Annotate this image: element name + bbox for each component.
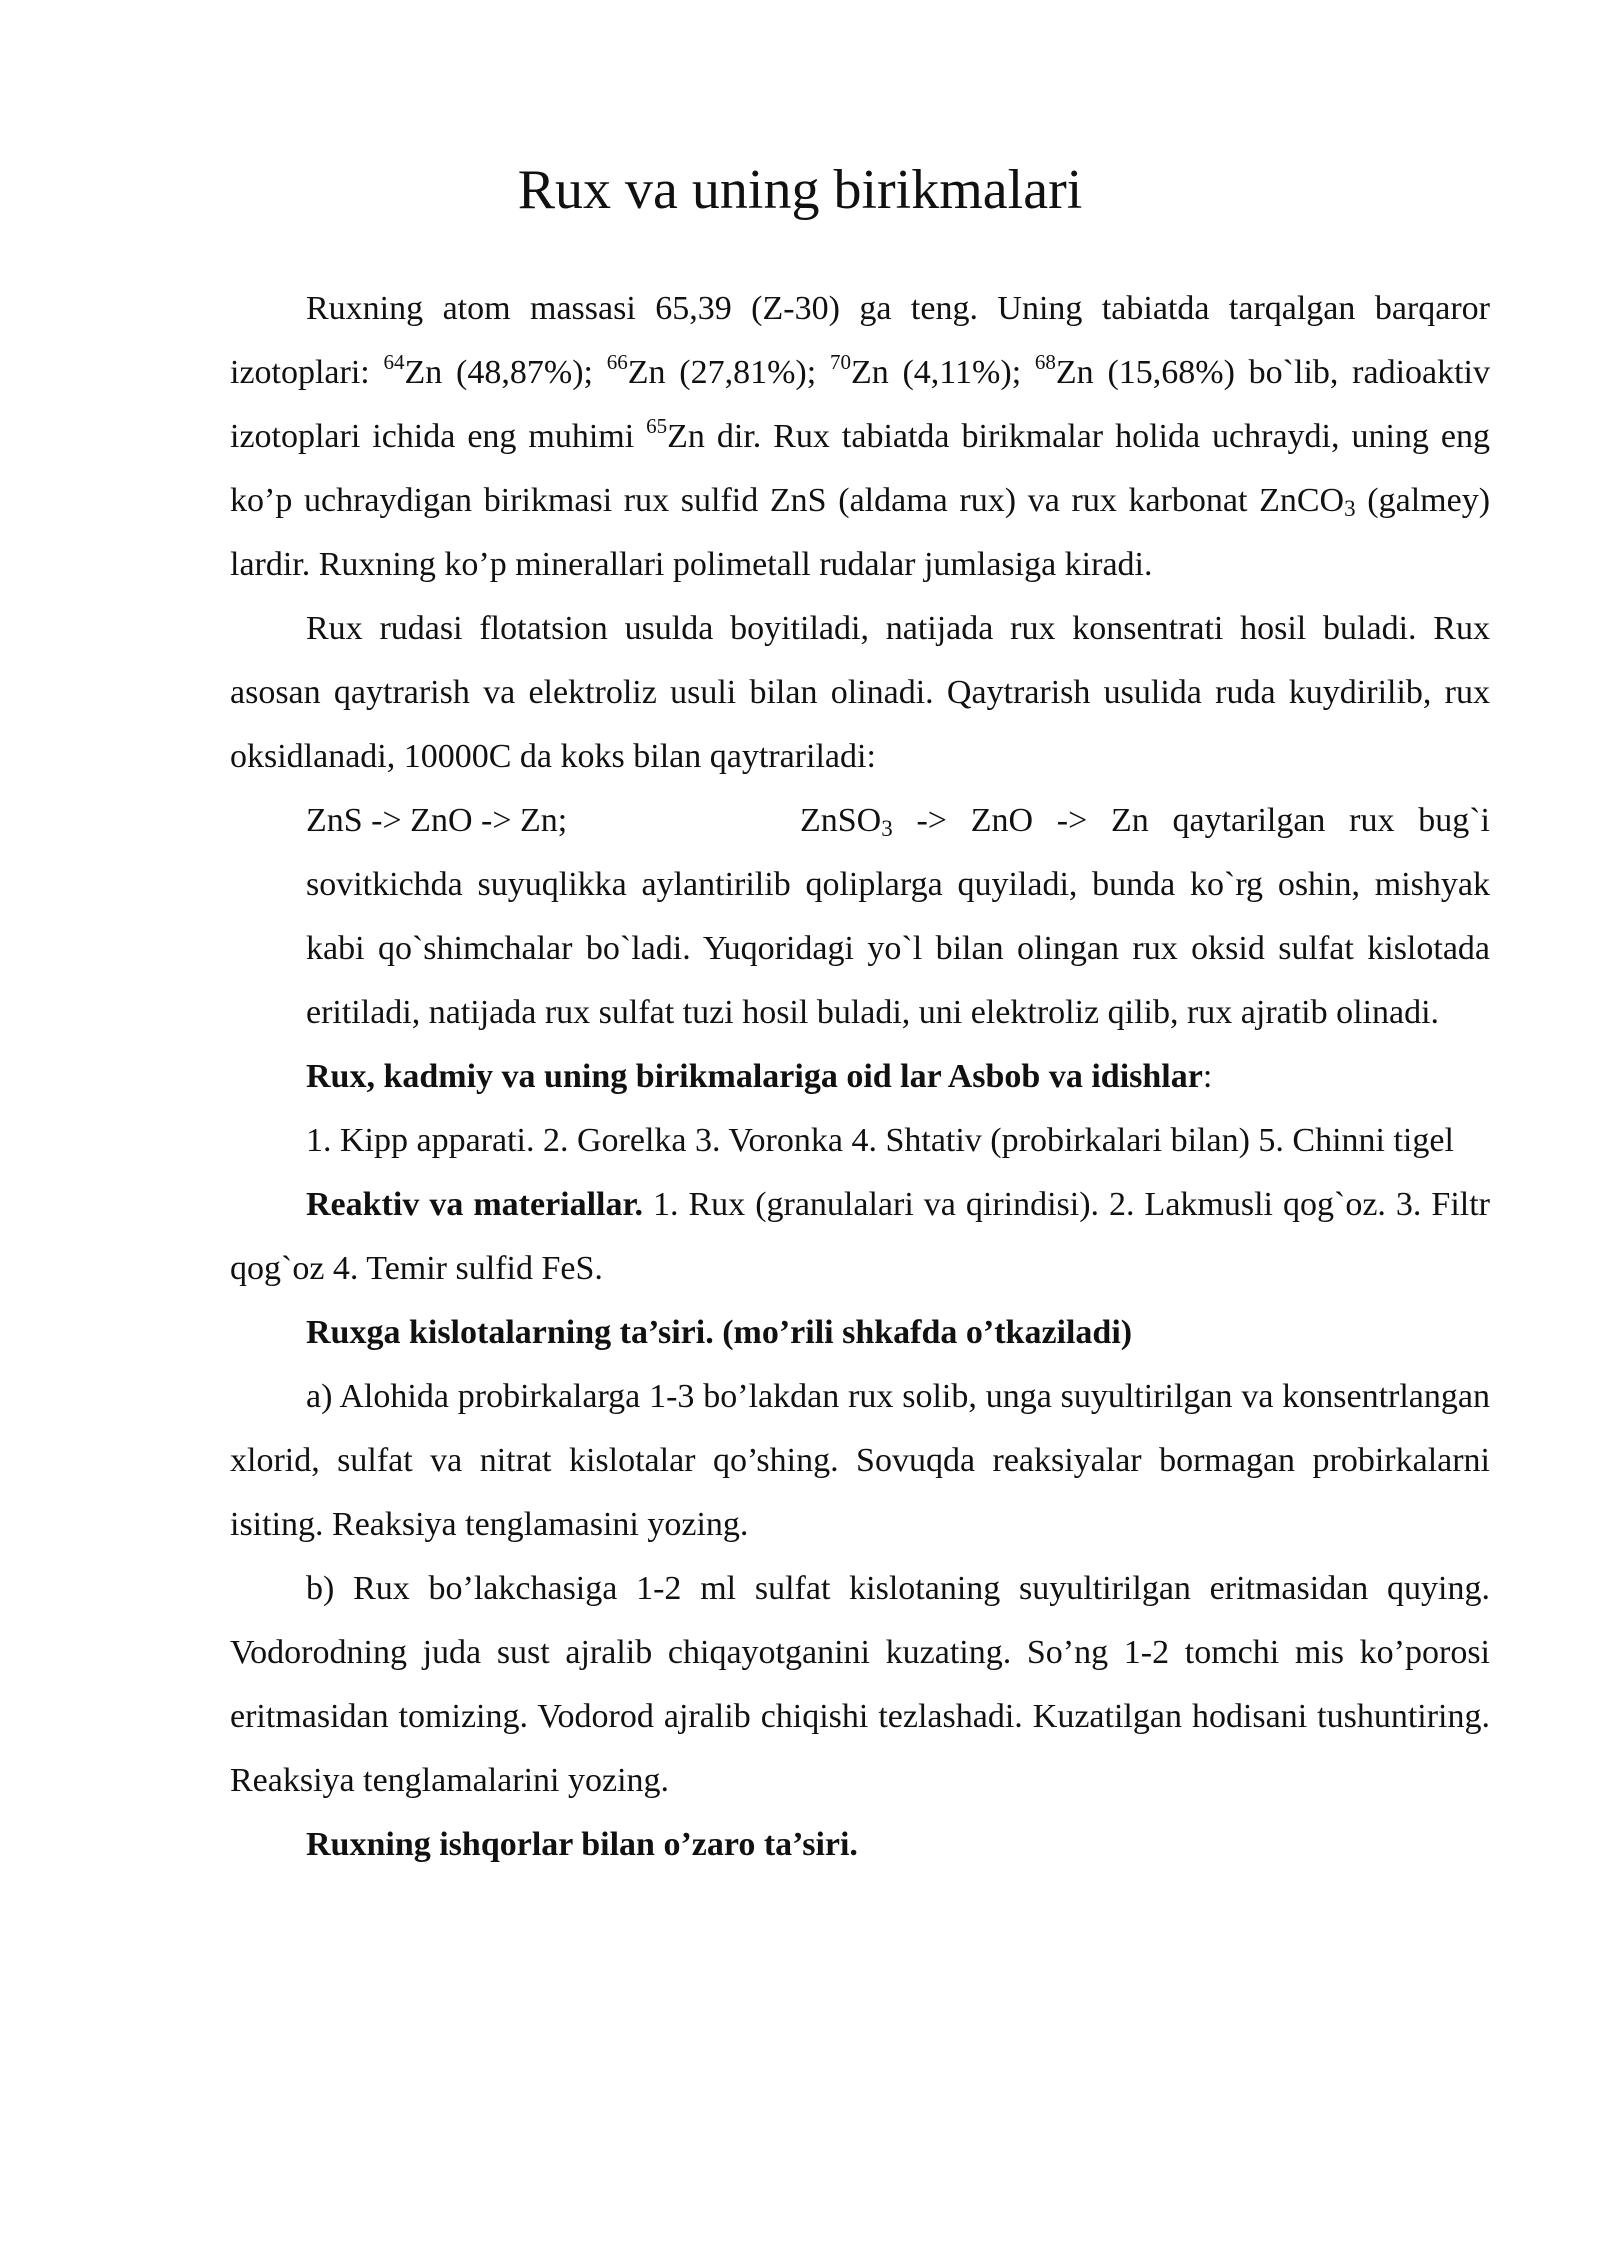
- isotope-mass-number: 66: [606, 350, 628, 374]
- text-run: 1. Rux (granulalari va qirindisi). 2. Lakmusli qog`oz. 3. Filtr qog`oz 4. Temir sulfid FeS.: [230, 1186, 1490, 1287]
- isotope-mass-number: 68: [1034, 350, 1056, 374]
- paragraph-experiment-b: b) Rux bo’lakchasiga 1-2 ml sulfat kislotaning suyultirilgan eritmasidan quying. Vodorodning juda sust ajralib chiqayotganini kuzating. So’ng 1-2 tomchi mis ko’porosi eritmasidan tomizing. Vodorod ajralib chiqishi tezlashadi. Kuzatilgan hodisani tushuntiring. Reaksiya tenglamalarini yozing.: [230, 1570, 1490, 1799]
- formula-subscript: 3: [1344, 496, 1356, 521]
- paragraph-reagents: [230, 1173, 1490, 1301]
- paragraph-equipment-list: 1. Kipp apparati. 2. Gorelka 3. Voronka 4. Shtativ (probirkalari bilan) 5. Chinni tigel: [306, 1122, 1454, 1159]
- paragraph-zinc-intro: [230, 277, 1490, 597]
- text-run: Zn (4,11%);: [850, 354, 1035, 391]
- text-run: -> ZnO -> Zn qaytarilgan rux bug`i sovitkichda suyuqlikka aylantirilib qoliplarga quyiladi, bunda ko`rg oshin, mishyak kabi qo`shimchalar bo`ladi. Yuqoridagi yo`l bilan olingan rux oksid sulfat kislotada eritiladi, natijada rux sulfat tuzi hosil buladi, uni elektroliz qilib, rux ajratib olinadi.: [306, 802, 1490, 1031]
- isotope-mass-number: 65: [646, 414, 668, 438]
- isotope-mass-number: 64: [383, 350, 405, 374]
- equation-zns: ZnS -> ZnO -> Zn;: [306, 802, 568, 839]
- text-run: Ruxning atom massasi 65,39 (Z-30) ga teng. Uning tabiatda tarqalgan barqaror izotoplari:: [230, 290, 1490, 391]
- isotope-mass-number: 70: [829, 350, 851, 374]
- equipment-heading: Rux, kadmiy va uning birikmalariga oid lar Asbob va idishlar: [306, 1058, 1203, 1095]
- paragraph-experiment-a: a) Alohida probirkalarga 1-3 bo’lakdan rux solib, unga suyultirilgan va konsentrlangan xlorid, sulfat va nitrat kislotalar qo’shing. Sovuqda reaksiyalar bormagan probirkalarni isiting. Reaksiya tenglamasini yozing.: [230, 1378, 1490, 1543]
- paragraph-acids-heading: [230, 1301, 1490, 1365]
- equation-znso3: ZnSO: [800, 802, 882, 839]
- text-run: Zn (48,87%);: [404, 354, 607, 391]
- paragraph-equipment-heading: [230, 1045, 1490, 1109]
- document-body: [230, 277, 1490, 1877]
- text-run: :: [1202, 1058, 1213, 1095]
- formula-subscript: 3: [881, 816, 893, 841]
- reagents-heading: Reaktiv va materiallar.: [306, 1186, 643, 1223]
- paragraph-alkali-heading: [230, 1813, 1490, 1877]
- text-run: Zn (27,81%);: [627, 354, 830, 391]
- paragraph-zinc-production: Rux rudasi flotatsion usulda boyitiladi, natijada rux konsentrati hosil buladi. Rux asosan qaytrarish va elektroliz usuli bilan olinadi. Qaytrarish usulida ruda kuydirilib, rux oksidlanadi, 10000C da koks bilan qaytrariladi:: [230, 610, 1490, 775]
- paragraph-reaction-scheme: [230, 789, 1490, 1045]
- page-title: Rux va uning birikmalari: [517, 159, 1083, 221]
- text-run: (galmey) lardir. Ruxning ko’p minerallari polimetall rudalar jumlasiga kiradi.: [230, 482, 1491, 583]
- text-run: Zn dir. Rux tabiatda birikmalar holida uchraydi, uning eng ko’p uchraydigan birikmasi rux sulfid ZnS (aldama rux) va rux karbonat ZnCO: [230, 418, 1490, 519]
- text-run: Zn (15,68%) bo`lib, radioaktiv izotoplari ichida eng muhimi: [230, 354, 1490, 455]
- alkali-heading: Ruxning ishqorlar bilan o’zaro ta’siri.: [306, 1826, 858, 1863]
- acids-heading: Ruxga kislotalarning ta’siri. (mo’rili shkafda o’tkaziladi): [306, 1314, 1133, 1351]
